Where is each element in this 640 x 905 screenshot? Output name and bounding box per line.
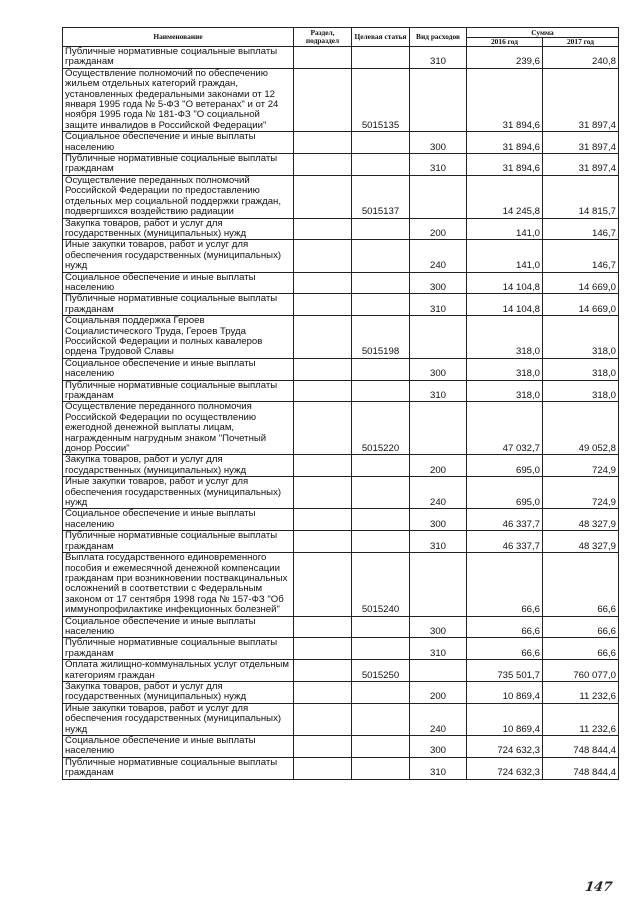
row-section [294,638,352,660]
row-section [294,154,352,176]
row-name: Публичные нормативные социальные выплаты гражданам [63,380,294,402]
row-sum-2016: 46 337,7 [467,509,543,531]
row-sum-2017: 11 232,6 [543,681,619,703]
row-sum-2017: 66,6 [543,638,619,660]
row-sum-2016: 695,0 [467,455,543,477]
row-target [352,736,410,758]
header-target: Целевая статья [352,28,410,47]
row-section [294,175,352,218]
row-section [294,316,352,359]
row-sum-2016: 318,0 [467,358,543,380]
row-section [294,757,352,779]
table-row [63,509,619,531]
row-type [410,402,467,455]
row-type: 240 [410,240,467,272]
table-row [63,47,619,69]
row-name: Публичные нормативные социальные выплаты гражданам [63,47,294,69]
row-target [352,638,410,660]
row-type: 240 [410,703,467,735]
row-name: Социальное обеспечение и иные выплаты населению [63,132,294,154]
row-section [294,132,352,154]
row-sum-2017: 66,6 [543,553,619,616]
row-sum-2016: 47 032,7 [467,402,543,455]
row-target [352,132,410,154]
row-name: Публичные нормативные социальные выплаты гражданам [63,154,294,176]
row-type [410,175,467,218]
row-sum-2016: 46 337,7 [467,531,543,553]
table-row [63,272,619,294]
table-row [63,132,619,154]
table-row [63,531,619,553]
row-type [410,68,467,131]
table-row [63,380,619,402]
row-sum-2017: 66,6 [543,616,619,638]
row-section [294,240,352,272]
row-type: 200 [410,218,467,240]
row-section [294,681,352,703]
row-type: 310 [410,380,467,402]
header-type: Вид расходов [410,28,467,47]
row-name: Социальное обеспечение и иные выплаты населению [63,272,294,294]
header-sum: Сумма [467,28,619,38]
row-type [410,660,467,682]
row-sum-2017: 31 897,4 [543,68,619,131]
row-target [352,703,410,735]
row-sum-2017: 14 815,7 [543,175,619,218]
page-number: 147 [583,880,614,895]
row-sum-2017: 14 669,0 [543,294,619,316]
row-sum-2016: 318,0 [467,380,543,402]
row-type: 310 [410,47,467,69]
row-sum-2016: 31 894,6 [467,154,543,176]
header-year-2016: 2016 год [467,38,543,47]
row-type: 200 [410,681,467,703]
row-target: 5015137 [352,175,410,218]
row-target [352,616,410,638]
row-name: Социальное обеспечение и иные выплаты населению [63,509,294,531]
table-row [63,294,619,316]
row-section [294,272,352,294]
row-name: Осуществление переданных полномочий Российской Федерации по предоставлению отдельных мер социальной поддержки граждан, подвергшихся воздействию радиации [63,175,294,218]
row-sum-2017: 48 327,9 [543,509,619,531]
row-target [352,218,410,240]
row-section [294,477,352,509]
row-name: Публичные нормативные социальные выплаты гражданам [63,531,294,553]
row-section [294,509,352,531]
row-section [294,68,352,131]
row-section [294,660,352,682]
table-row [63,638,619,660]
row-type: 310 [410,757,467,779]
row-name: Социальная поддержка Героев Социалистического Труда, Героев Труда Российской Федерации и полных кавалеров ордена Трудовой Славы [63,316,294,359]
row-name: Осуществление полномочий по обеспечению жильем отдельных категорий граждан, установленных федеральными законами от 12 января 1995 года № 5-ФЗ "О ветеранах" и от 24 ноября 1995 года № 181-ФЗ "О социальной защите инвалидов в Российской Федерации" [63,68,294,131]
table-row [63,736,619,758]
table-row [63,553,619,616]
row-target: 5015250 [352,660,410,682]
row-sum-2017: 724,9 [543,455,619,477]
header-year-2017: 2017 год [543,38,619,47]
row-name: Публичные нормативные социальные выплаты гражданам [63,757,294,779]
table-row [63,681,619,703]
row-name: Выплата государственного единовременного пособия и ежемесячной денежной компенсации гражданам при возникновении поствакцинальных осложнений в соответствии с Федеральным законом от 17 сентября 1998 года № 157-ФЗ "Об иммунопрофилактике инфекционных болезней" [63,553,294,616]
row-name: Иные закупки товаров, работ и услуг для обеспечения государственных (муниципальных) нужд [63,477,294,509]
table-row [63,660,619,682]
row-sum-2016: 14 245,8 [467,175,543,218]
row-target [352,509,410,531]
table-header [63,28,619,47]
row-sum-2017: 48 327,9 [543,531,619,553]
row-target: 5015198 [352,316,410,359]
row-section [294,218,352,240]
row-name: Социальное обеспечение и иные выплаты населению [63,358,294,380]
table-row [63,477,619,509]
row-sum-2016: 31 894,6 [467,68,543,131]
table-row [63,175,619,218]
row-section [294,703,352,735]
row-section [294,358,352,380]
row-sum-2017: 11 232,6 [543,703,619,735]
row-type: 300 [410,358,467,380]
row-sum-2016: 14 104,8 [467,272,543,294]
row-sum-2017: 748 844,4 [543,736,619,758]
row-name: Закупка товаров, работ и услуг для государственных (муниципальных) нужд [63,218,294,240]
row-type: 300 [410,509,467,531]
row-sum-2016: 318,0 [467,316,543,359]
row-sum-2017: 318,0 [543,358,619,380]
row-section [294,736,352,758]
row-name: Осуществление переданного полномочия Российской Федерации по осуществлению ежегодной денежной выплаты лицам, награжденным нагрудным знаком "Почетный донор России" [63,402,294,455]
row-target: 5015220 [352,402,410,455]
row-target [352,757,410,779]
row-target [352,240,410,272]
row-sum-2016: 724 632,3 [467,757,543,779]
row-sum-2016: 66,6 [467,553,543,616]
row-sum-2017: 31 897,4 [543,132,619,154]
table-row [63,616,619,638]
row-target: 5015135 [352,68,410,131]
row-target [352,294,410,316]
row-type: 310 [410,638,467,660]
table-row [63,455,619,477]
row-sum-2017: 31 897,4 [543,154,619,176]
row-sum-2016: 14 104,8 [467,294,543,316]
row-sum-2017: 49 052,8 [543,402,619,455]
row-type: 200 [410,455,467,477]
row-section [294,294,352,316]
row-type: 310 [410,294,467,316]
table-row [63,218,619,240]
row-name: Социальное обеспечение и иные выплаты населению [63,736,294,758]
table-row [63,358,619,380]
row-type: 310 [410,531,467,553]
row-type: 310 [410,154,467,176]
row-name: Публичные нормативные социальные выплаты гражданам [63,294,294,316]
row-section [294,531,352,553]
table-row [63,68,619,131]
row-section [294,616,352,638]
table-row [63,703,619,735]
row-sum-2017: 318,0 [543,316,619,359]
row-target [352,272,410,294]
row-sum-2017: 318,0 [543,380,619,402]
row-type [410,553,467,616]
row-sum-2016: 141,0 [467,240,543,272]
row-sum-2017: 240,8 [543,47,619,69]
row-sum-2016: 66,6 [467,616,543,638]
row-sum-2016: 10 869,4 [467,703,543,735]
row-sum-2016: 724 632,3 [467,736,543,758]
table-row [63,154,619,176]
row-name: Публичные нормативные социальные выплаты гражданам [63,638,294,660]
row-sum-2017: 748 844,4 [543,757,619,779]
row-target [352,358,410,380]
row-sum-2016: 141,0 [467,218,543,240]
row-name: Закупка товаров, работ и услуг для государственных (муниципальных) нужд [63,455,294,477]
row-sum-2016: 695,0 [467,477,543,509]
row-target [352,477,410,509]
row-sum-2017: 146,7 [543,240,619,272]
row-sum-2017: 14 669,0 [543,272,619,294]
row-section [294,553,352,616]
row-target [352,455,410,477]
table-row [63,316,619,359]
row-target [352,681,410,703]
header-name: Наименование [63,28,294,47]
row-sum-2016: 10 869,4 [467,681,543,703]
row-name: Оплата жилищно-коммунальных услуг отдельным категориям граждан [63,660,294,682]
row-sum-2017: 760 077,0 [543,660,619,682]
budget-table [62,27,619,780]
row-type: 240 [410,477,467,509]
row-section [294,402,352,455]
row-name: Иные закупки товаров, работ и услуг для обеспечения государственных (муниципальных) нужд [63,240,294,272]
row-section [294,380,352,402]
row-section [294,455,352,477]
row-type: 300 [410,736,467,758]
table-row [63,757,619,779]
row-type: 300 [410,616,467,638]
row-name: Социальное обеспечение и иные выплаты населению [63,616,294,638]
header-section: Раздел, подраздел [294,28,352,47]
table-row [63,240,619,272]
row-type: 300 [410,132,467,154]
row-target: 5015240 [352,553,410,616]
table-row [63,402,619,455]
row-target [352,47,410,69]
row-type [410,316,467,359]
row-type: 300 [410,272,467,294]
row-sum-2017: 724,9 [543,477,619,509]
row-sum-2016: 735 501,7 [467,660,543,682]
row-name: Закупка товаров, работ и услуг для государственных (муниципальных) нужд [63,681,294,703]
row-sum-2016: 239,6 [467,47,543,69]
row-target [352,154,410,176]
row-name: Иные закупки товаров, работ и услуг для обеспечения государственных (муниципальных) нужд [63,703,294,735]
table-body [63,47,619,780]
row-sum-2016: 66,6 [467,638,543,660]
row-target [352,380,410,402]
row-sum-2017: 146,7 [543,218,619,240]
row-target [352,531,410,553]
row-section [294,47,352,69]
row-sum-2016: 31 894,6 [467,132,543,154]
